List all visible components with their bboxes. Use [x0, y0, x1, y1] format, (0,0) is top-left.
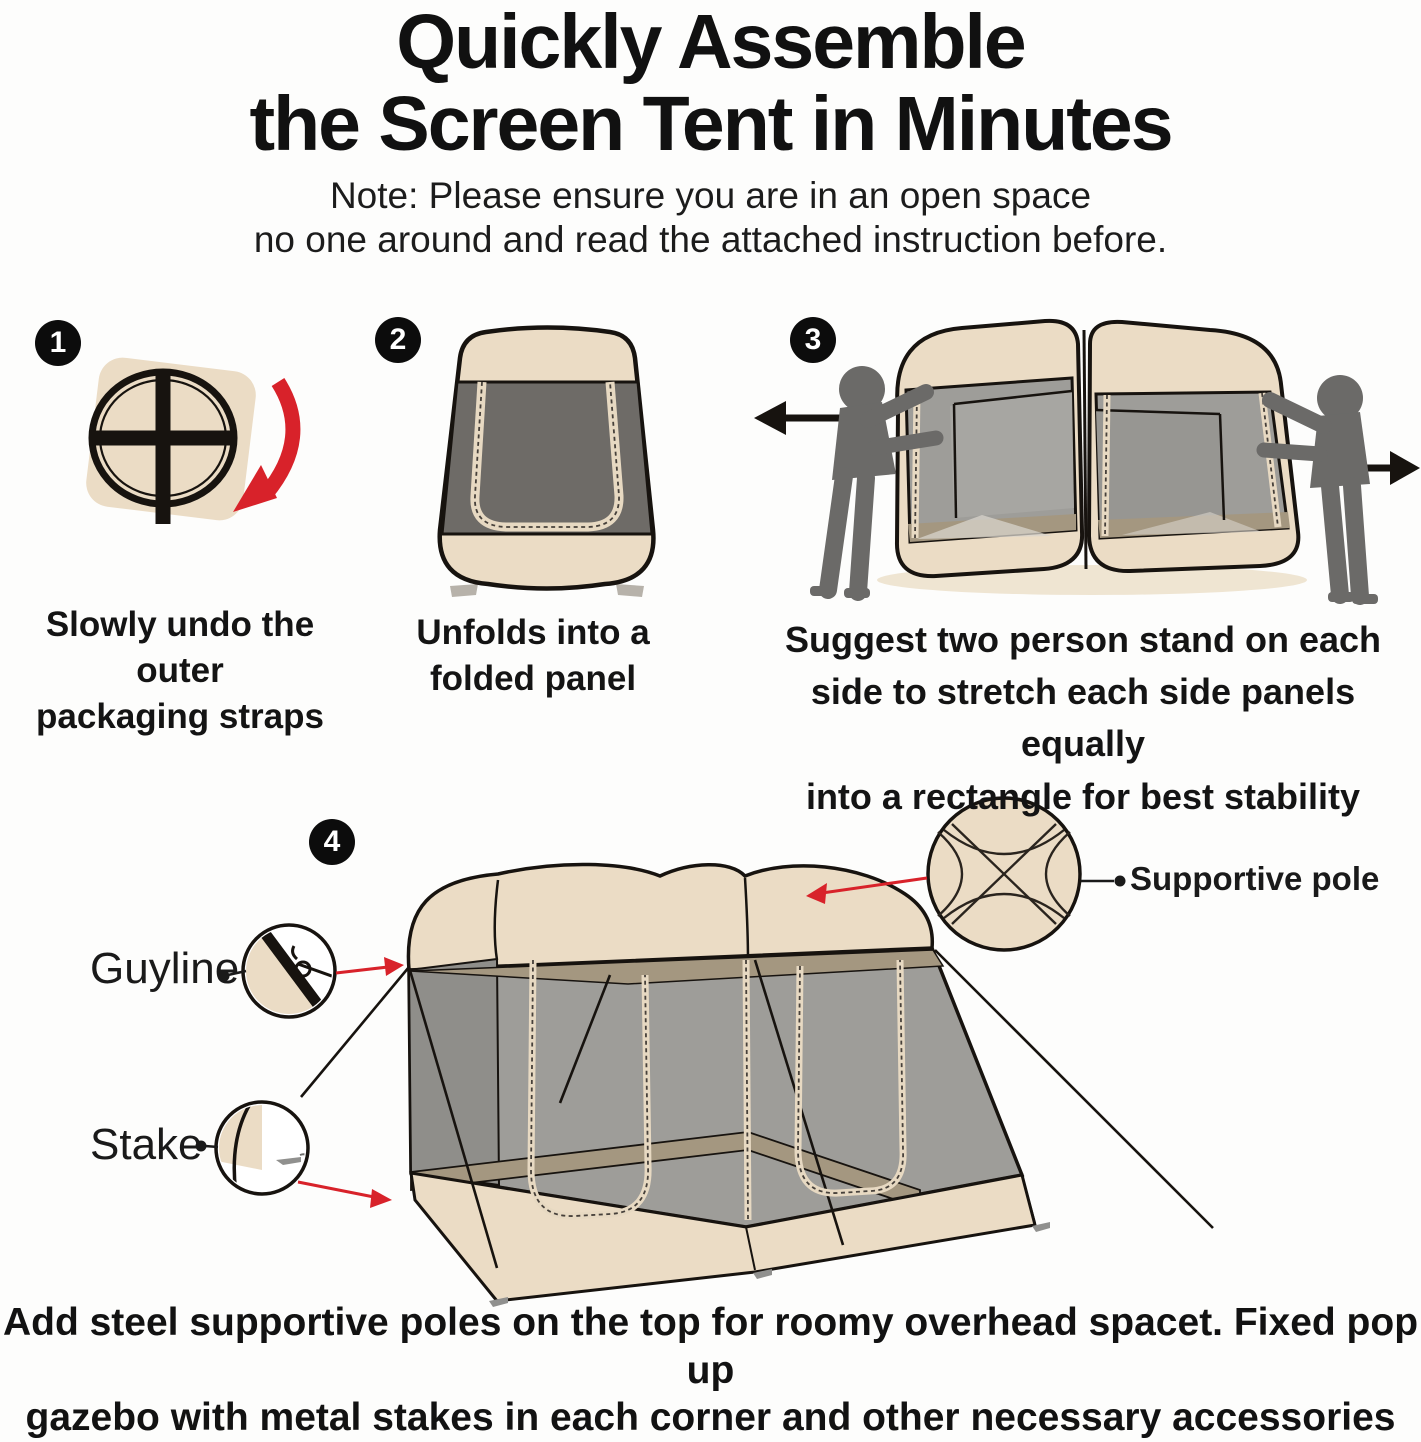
note-text: [0, 174, 1421, 263]
tent-left-panel-icon: [409, 959, 499, 1185]
step-2-number: 2: [389, 323, 407, 356]
page-title: [0, 2, 1421, 165]
step-4-number: 4: [323, 825, 341, 858]
tent-icon: [301, 864, 1213, 1307]
step-2-caption: [398, 610, 668, 702]
supportive-pole-label: Supportive pole: [1130, 860, 1380, 897]
arrow-left-icon: [754, 401, 840, 435]
footer-line-1: Add steel supportive poles on the top for roomy overhead spacet. Fixed pop up: [2, 1301, 1419, 1392]
tent-mesh-face-icon: [409, 948, 1022, 1227]
step1-illustration: [70, 352, 330, 552]
title-line-1: Quickly Assemble: [396, 0, 1025, 85]
step-2-caption-line-2: folded panel: [429, 659, 637, 699]
strap-vertical-icon: [156, 372, 171, 524]
note-line-1: Note: Please ensure you are in an open space: [329, 175, 1092, 216]
footer-caption: [0, 1299, 1421, 1442]
step-1-number: 1: [49, 326, 67, 359]
note-line-2: no one around and read the attached instruction before.: [253, 219, 1168, 261]
step-3-caption-line-1: Suggest two person stand on each: [784, 619, 1382, 660]
title-line-2: the Screen Tent in Minutes: [249, 80, 1172, 167]
guyline-label: Guyline: [90, 944, 240, 993]
half-open-tent-icon: [897, 321, 1298, 576]
strap-horizontal-icon: [94, 431, 232, 446]
step3-illustration: [740, 292, 1421, 612]
step-1-caption-line-2: packaging straps: [36, 697, 324, 737]
step-2-badge: [375, 317, 421, 363]
red-curve-arrow-icon: [266, 382, 293, 494]
step-3-caption-line-3: into a rectangle for best stability: [805, 775, 1361, 817]
stake-label: Stake: [90, 1120, 203, 1169]
step-1-caption-line-1: Slowly undo the outer: [45, 605, 315, 691]
step4-illustration: [0, 768, 1421, 1368]
step-3-caption-line-2: side to stretch each side panels equally: [810, 671, 1356, 765]
stake-inset-icon: [212, 1102, 308, 1194]
step2-illustration: [420, 318, 680, 610]
panel-foot-icon: [616, 584, 644, 597]
step-2-caption-line-1: Unfolds into a: [416, 613, 650, 652]
step-3-number: 3: [804, 323, 822, 356]
step-3-caption: [745, 614, 1421, 823]
step-1-caption: [0, 602, 360, 741]
panel-foot-icon: [450, 584, 478, 597]
footer-line-2: gazebo with metal stakes in each corner and other necessary accessories: [25, 1396, 1396, 1440]
